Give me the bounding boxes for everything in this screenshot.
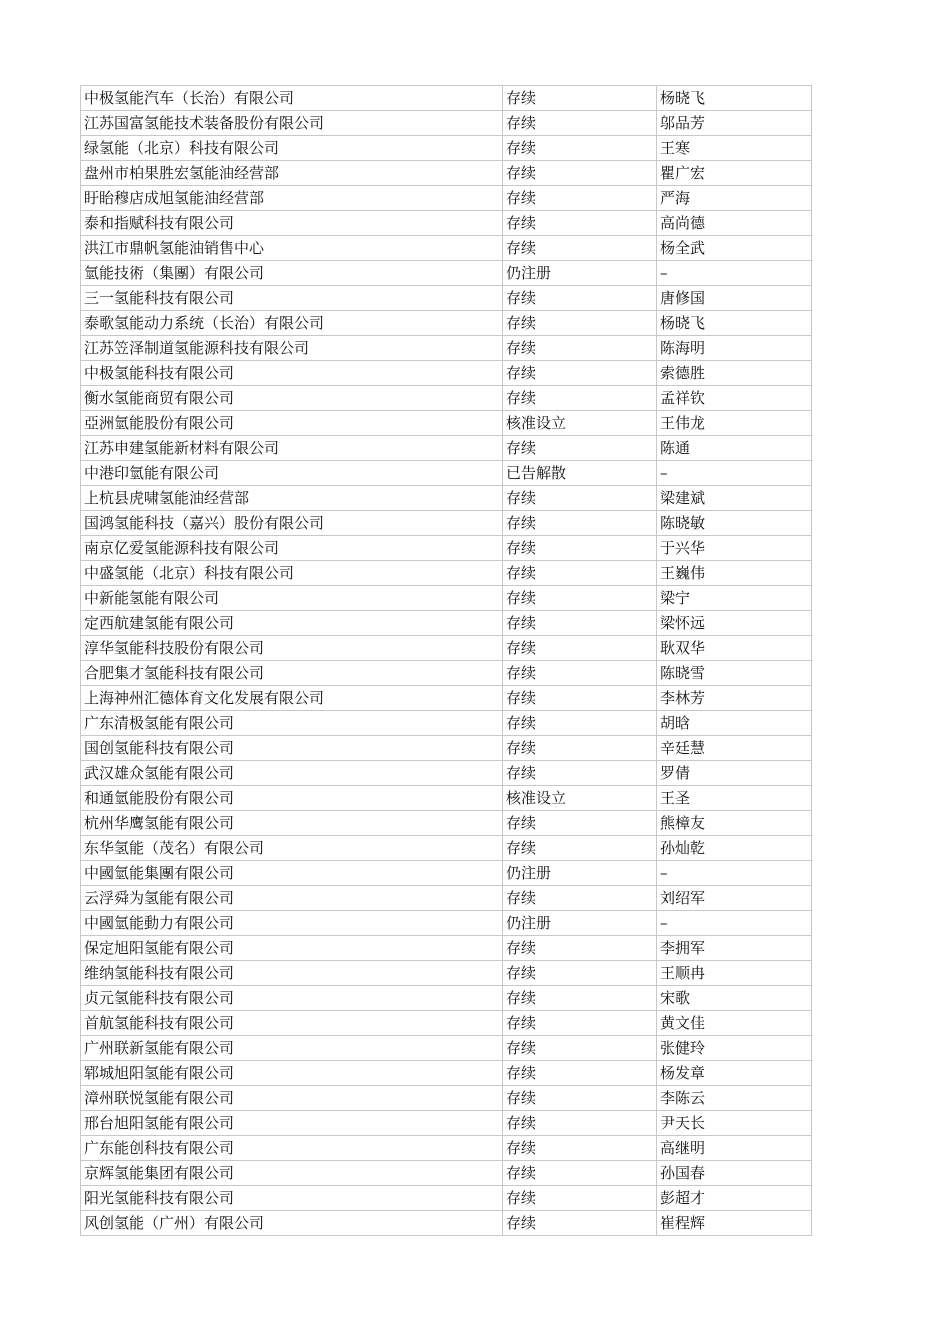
status-cell: 存续 (503, 511, 657, 536)
company-name-cell: 国创氢能科技有限公司 (81, 736, 503, 761)
status-cell: 存续 (503, 1086, 657, 1111)
company-name-cell: 氫能技術（集團）有限公司 (81, 261, 503, 286)
table-row (81, 711, 812, 736)
company-name-cell: 首航氢能科技有限公司 (81, 1011, 503, 1036)
legal-rep-cell: 杨晓飞 (657, 311, 812, 336)
company-name-cell: 淳华氢能科技股份有限公司 (81, 636, 503, 661)
table-row (81, 986, 812, 1011)
table-row (81, 461, 812, 486)
company-name-cell: 合肥集才氢能科技有限公司 (81, 661, 503, 686)
table-row (81, 236, 812, 261)
table-row (81, 761, 812, 786)
legal-rep-cell: 唐修国 (657, 286, 812, 311)
company-name-cell: 国鸿氢能科技（嘉兴）股份有限公司 (81, 511, 503, 536)
company-name-cell: 广州联新氢能有限公司 (81, 1036, 503, 1061)
status-cell: 存续 (503, 86, 657, 111)
company-name-cell: 武汉雄众氢能有限公司 (81, 761, 503, 786)
legal-rep-cell: 宋歌 (657, 986, 812, 1011)
legal-rep-cell: 杨全武 (657, 236, 812, 261)
status-cell: 核准设立 (503, 786, 657, 811)
table-row (81, 1136, 812, 1161)
table-row (81, 1186, 812, 1211)
status-cell: 存续 (503, 436, 657, 461)
legal-rep-cell: 王寒 (657, 136, 812, 161)
table-row (81, 311, 812, 336)
table-row (81, 161, 812, 186)
table-row (81, 811, 812, 836)
company-name-cell: 中盛氢能（北京）科技有限公司 (81, 561, 503, 586)
company-name-cell: 中极氢能汽车（长治）有限公司 (81, 86, 503, 111)
legal-rep-cell: 陈海明 (657, 336, 812, 361)
legal-rep-cell: 邬品芳 (657, 111, 812, 136)
status-cell: 存续 (503, 986, 657, 1011)
table-row (81, 586, 812, 611)
table-body (81, 86, 812, 1236)
company-name-cell: 东华氢能（茂名）有限公司 (81, 836, 503, 861)
status-cell: 存续 (503, 661, 657, 686)
table-row (81, 561, 812, 586)
table-row (81, 211, 812, 236)
table-row (81, 261, 812, 286)
company-name-cell: 保定旭阳氢能有限公司 (81, 936, 503, 961)
table-row (81, 1086, 812, 1111)
status-cell: 存续 (503, 1011, 657, 1036)
table-row (81, 961, 812, 986)
status-cell: 存续 (503, 961, 657, 986)
legal-rep-cell: 梁怀远 (657, 611, 812, 636)
company-name-cell: 洪江市鼎帆氢能油销售中心 (81, 236, 503, 261)
legal-rep-cell: 胡晗 (657, 711, 812, 736)
company-name-cell: 贞元氢能科技有限公司 (81, 986, 503, 1011)
company-name-cell: 维纳氢能科技有限公司 (81, 961, 503, 986)
status-cell: 存续 (503, 1186, 657, 1211)
legal-rep-cell: 孟祥钦 (657, 386, 812, 411)
legal-rep-cell: 高继明 (657, 1136, 812, 1161)
company-name-cell: 绿氢能（北京）科技有限公司 (81, 136, 503, 161)
table-row (81, 1161, 812, 1186)
status-cell: 已告解散 (503, 461, 657, 486)
status-cell: 存续 (503, 536, 657, 561)
table-row (81, 911, 812, 936)
company-name-cell: 中新能氢能有限公司 (81, 586, 503, 611)
table-row (81, 411, 812, 436)
status-cell: 存续 (503, 1211, 657, 1236)
status-cell: 存续 (503, 1061, 657, 1086)
status-cell: 存续 (503, 286, 657, 311)
status-cell: 存续 (503, 711, 657, 736)
table-row (81, 736, 812, 761)
table-row (81, 336, 812, 361)
legal-rep-cell: 严海 (657, 186, 812, 211)
company-name-cell: 广东清极氢能有限公司 (81, 711, 503, 736)
status-cell: 存续 (503, 1136, 657, 1161)
legal-rep-cell: 高尚德 (657, 211, 812, 236)
legal-rep-cell: 李拥军 (657, 936, 812, 961)
status-cell: 存续 (503, 336, 657, 361)
status-cell: 存续 (503, 211, 657, 236)
legal-rep-cell: 梁宁 (657, 586, 812, 611)
company-name-cell: 定西航建氢能有限公司 (81, 611, 503, 636)
company-name-cell: 广东能创科技有限公司 (81, 1136, 503, 1161)
legal-rep-cell: 杨发章 (657, 1061, 812, 1086)
company-name-cell: 三一氢能科技有限公司 (81, 286, 503, 311)
status-cell: 存续 (503, 636, 657, 661)
company-name-cell: 中國氫能集團有限公司 (81, 861, 503, 886)
status-cell: 核准设立 (503, 411, 657, 436)
table-row (81, 661, 812, 686)
legal-rep-cell: 张健玲 (657, 1036, 812, 1061)
table-row (81, 611, 812, 636)
status-cell: 存续 (503, 611, 657, 636)
legal-rep-cell: 杨晓飞 (657, 86, 812, 111)
company-name-cell: 江苏申建氢能新材料有限公司 (81, 436, 503, 461)
company-name-cell: 南京亿爱氢能源科技有限公司 (81, 536, 503, 561)
status-cell: 存续 (503, 486, 657, 511)
status-cell: 仍注册 (503, 911, 657, 936)
status-cell: 存续 (503, 686, 657, 711)
table-row (81, 186, 812, 211)
legal-rep-cell: – (657, 261, 812, 286)
company-name-cell: 盘州市柏果胜宏氢能油经营部 (81, 161, 503, 186)
status-cell: 存续 (503, 586, 657, 611)
table-row (81, 1111, 812, 1136)
table-row (81, 836, 812, 861)
legal-rep-cell: 耿双华 (657, 636, 812, 661)
legal-rep-cell: – (657, 861, 812, 886)
status-cell: 存续 (503, 561, 657, 586)
legal-rep-cell: 陈晓雪 (657, 661, 812, 686)
legal-rep-cell: 王圣 (657, 786, 812, 811)
legal-rep-cell: 王巍伟 (657, 561, 812, 586)
legal-rep-cell: 李林芳 (657, 686, 812, 711)
company-table (80, 85, 812, 1236)
legal-rep-cell: 尹天长 (657, 1111, 812, 1136)
status-cell: 仍注册 (503, 861, 657, 886)
status-cell: 存续 (503, 886, 657, 911)
table-row (81, 1036, 812, 1061)
company-name-cell: 京辉氢能集团有限公司 (81, 1161, 503, 1186)
legal-rep-cell: – (657, 911, 812, 936)
legal-rep-cell: 熊樟友 (657, 811, 812, 836)
company-name-cell: 亞洲氫能股份有限公司 (81, 411, 503, 436)
company-name-cell: 上海神州汇德体育文化发展有限公司 (81, 686, 503, 711)
company-name-cell: 郓城旭阳氢能有限公司 (81, 1061, 503, 1086)
company-name-cell: 阳光氢能科技有限公司 (81, 1186, 503, 1211)
company-name-cell: 和通氫能股份有限公司 (81, 786, 503, 811)
table-row (81, 286, 812, 311)
status-cell: 存续 (503, 311, 657, 336)
company-name-cell: 江苏国富氢能技术装备股份有限公司 (81, 111, 503, 136)
status-cell: 存续 (503, 111, 657, 136)
table-row (81, 1211, 812, 1236)
legal-rep-cell: 孙国春 (657, 1161, 812, 1186)
table-row (81, 111, 812, 136)
company-name-cell: 漳州联悦氢能有限公司 (81, 1086, 503, 1111)
status-cell: 存续 (503, 386, 657, 411)
status-cell: 存续 (503, 811, 657, 836)
status-cell: 存续 (503, 736, 657, 761)
legal-rep-cell: 黄文佳 (657, 1011, 812, 1036)
company-name-cell: 盱眙穆店成旭氢能油经营部 (81, 186, 503, 211)
company-name-cell: 衡水氢能商贸有限公司 (81, 386, 503, 411)
table-row (81, 786, 812, 811)
company-name-cell: 杭州华鹰氢能有限公司 (81, 811, 503, 836)
legal-rep-cell: 索德胜 (657, 361, 812, 386)
legal-rep-cell: 瞿广宏 (657, 161, 812, 186)
legal-rep-cell: 王伟龙 (657, 411, 812, 436)
table-row (81, 361, 812, 386)
table-row (81, 436, 812, 461)
status-cell: 存续 (503, 836, 657, 861)
status-cell: 存续 (503, 186, 657, 211)
legal-rep-cell: – (657, 461, 812, 486)
legal-rep-cell: 李陈云 (657, 1086, 812, 1111)
status-cell: 存续 (503, 1161, 657, 1186)
status-cell: 存续 (503, 236, 657, 261)
legal-rep-cell: 彭超才 (657, 1186, 812, 1211)
table-row (81, 486, 812, 511)
table-row (81, 861, 812, 886)
company-name-cell: 中港印氫能有限公司 (81, 461, 503, 486)
company-name-cell: 泰歌氢能动力系统（长治）有限公司 (81, 311, 503, 336)
legal-rep-cell: 陈晓敏 (657, 511, 812, 536)
company-name-cell: 云浮舜为氢能有限公司 (81, 886, 503, 911)
legal-rep-cell: 于兴华 (657, 536, 812, 561)
status-cell: 存续 (503, 761, 657, 786)
table-row (81, 1011, 812, 1036)
legal-rep-cell: 罗倩 (657, 761, 812, 786)
status-cell: 存续 (503, 936, 657, 961)
table-row (81, 136, 812, 161)
company-name-cell: 上杭县虎啸氢能油经营部 (81, 486, 503, 511)
table-row (81, 1061, 812, 1086)
legal-rep-cell: 梁建斌 (657, 486, 812, 511)
company-name-cell: 中极氢能科技有限公司 (81, 361, 503, 386)
legal-rep-cell: 陈通 (657, 436, 812, 461)
table-row (81, 936, 812, 961)
table-row (81, 86, 812, 111)
status-cell: 存续 (503, 361, 657, 386)
status-cell: 存续 (503, 136, 657, 161)
table-row (81, 536, 812, 561)
legal-rep-cell: 辛廷慧 (657, 736, 812, 761)
status-cell: 仍注册 (503, 261, 657, 286)
status-cell: 存续 (503, 161, 657, 186)
legal-rep-cell: 刘绍军 (657, 886, 812, 911)
table-row (81, 386, 812, 411)
company-name-cell: 中國氫能動力有限公司 (81, 911, 503, 936)
company-name-cell: 泰和指赋科技有限公司 (81, 211, 503, 236)
company-name-cell: 江苏笠泽制道氢能源科技有限公司 (81, 336, 503, 361)
legal-rep-cell: 崔程辉 (657, 1211, 812, 1236)
table-row (81, 686, 812, 711)
status-cell: 存续 (503, 1036, 657, 1061)
table-row (81, 886, 812, 911)
legal-rep-cell: 孙灿乾 (657, 836, 812, 861)
company-name-cell: 风创氢能（广州）有限公司 (81, 1211, 503, 1236)
status-cell: 存续 (503, 1111, 657, 1136)
company-name-cell: 邢台旭阳氢能有限公司 (81, 1111, 503, 1136)
table-row (81, 636, 812, 661)
legal-rep-cell: 王顺冉 (657, 961, 812, 986)
table-row (81, 511, 812, 536)
